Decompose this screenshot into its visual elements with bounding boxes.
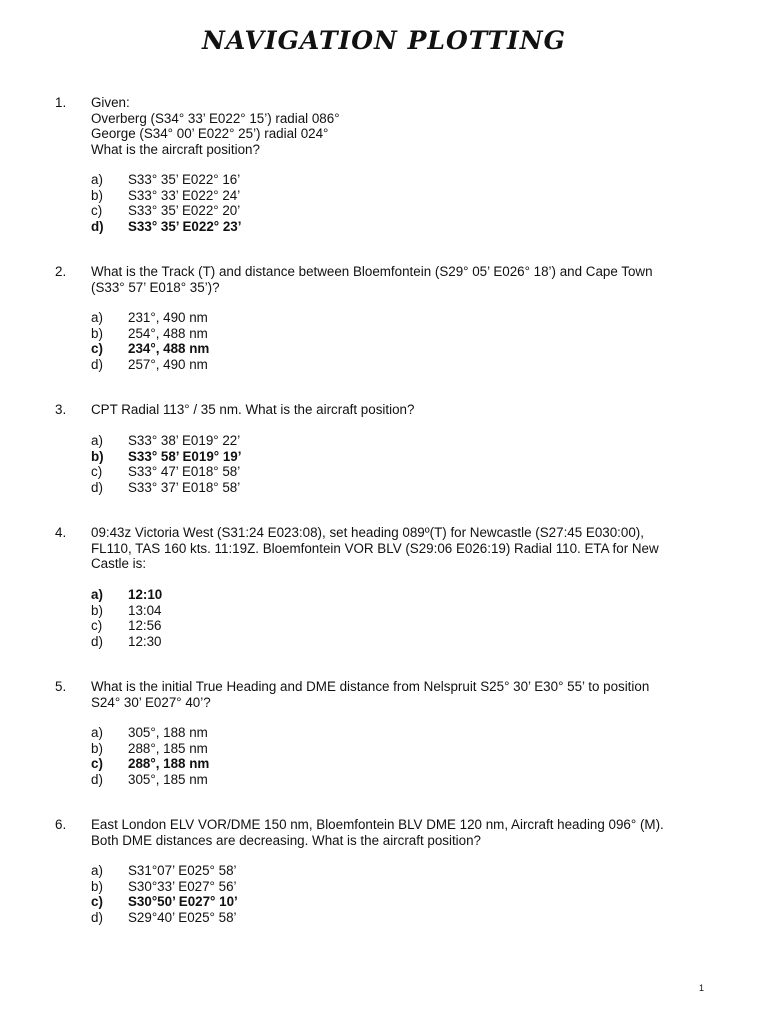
option-letter: d) (91, 633, 103, 649)
question-number: 4. (55, 525, 67, 540)
option-letter: d) (91, 909, 103, 925)
option-c (0, 618, 768, 634)
option-letter: b) (91, 448, 104, 464)
option-text: 231°, 490 nm (128, 310, 208, 325)
option-text: S33° 35’ E022° 23’ (128, 218, 242, 234)
question-line: George (S34° 00’ E022° 25’) radial 024° (91, 126, 329, 141)
question-number: 2. (55, 264, 67, 279)
page-title: NAVIGATION PLOTTING (202, 26, 566, 55)
option-letter: a) (91, 172, 103, 187)
question-line: Given: (91, 95, 130, 110)
option-letter: a) (91, 863, 103, 878)
option-text: S33° 33’ E022° 24’ (128, 187, 241, 203)
option-text: 12:30 (128, 633, 162, 649)
option-text: 13:04 (128, 602, 162, 618)
question-text (91, 95, 711, 157)
question-line: Both DME distances are decreasing. What is the aircraft position? (91, 832, 482, 848)
option-text: 305°, 185 nm (128, 771, 208, 787)
option-letter: c) (91, 756, 103, 771)
question-line: Castle is: (91, 556, 147, 571)
option-a (0, 172, 768, 188)
option-a (0, 725, 768, 741)
option-letter: d) (91, 479, 103, 495)
option-text: S30°50’ E027° 10’ (128, 894, 238, 909)
option-b (0, 603, 768, 619)
option-letter: a) (91, 310, 103, 325)
option-d (0, 480, 768, 496)
option-text: 305°, 188 nm (128, 725, 208, 740)
option-d (0, 634, 768, 650)
option-c (0, 756, 768, 772)
option-text: 254°, 488 nm (128, 325, 208, 341)
option-letter: c) (91, 894, 103, 909)
option-text: S33° 37’ E018° 58’ (128, 479, 241, 495)
question-text (91, 817, 711, 848)
question-number: 5. (55, 679, 67, 694)
question-line: CPT Radial 113° / 35 nm. What is the aircraft position? (91, 402, 415, 417)
option-b (0, 449, 768, 465)
option-text: S33° 35’ E022° 16’ (128, 172, 241, 187)
option-letter: a) (91, 433, 103, 448)
question-number: 6. (55, 817, 67, 832)
question-line: What is the initial True Heading and DME distance from Nelspruit S25° 30’ E30° 55’ to position (91, 679, 650, 694)
option-d (0, 219, 768, 235)
question-line: S24° 30’ E027° 40’? (91, 694, 211, 710)
option-b (0, 879, 768, 895)
option-letter: b) (91, 878, 103, 894)
option-b (0, 741, 768, 757)
option-a (0, 863, 768, 879)
question-line: What is the aircraft position? (91, 141, 260, 157)
question-line: What is the Track (T) and distance between Bloemfontein (S29° 05’ E026° 18’) and Cape Town (91, 264, 653, 279)
option-text: 12:10 (128, 587, 163, 602)
option-letter: d) (91, 218, 104, 234)
option-letter: c) (91, 464, 103, 479)
option-letter: b) (91, 602, 103, 618)
question-line: FL110, TAS 160 kts. 11:19Z. Bloemfontein VOR BLV (S29:06 E026:19) Radial 110. ETA for New (91, 540, 659, 556)
question-number: 1. (55, 95, 67, 110)
option-text: S33° 38’ E019° 22’ (128, 433, 241, 448)
page-number: 1 (698, 983, 704, 993)
question-line: 09:43z Victoria West (S31:24 E023:08), set heading 089º(T) for Newcastle (S27:45 E030:00), (91, 525, 644, 540)
option-letter: c) (91, 341, 103, 356)
question-text (91, 402, 711, 418)
option-text: 257°, 490 nm (128, 356, 208, 372)
option-letter: b) (91, 187, 103, 203)
question-text (91, 264, 711, 295)
option-letter: c) (91, 618, 103, 633)
option-letter: d) (91, 356, 103, 372)
option-a (0, 433, 768, 449)
option-d (0, 910, 768, 926)
question-line: East London ELV VOR/DME 150 nm, Bloemfontein BLV DME 120 nm, Aircraft heading 096° (M). (91, 817, 664, 832)
option-d (0, 357, 768, 373)
option-text: 288°, 188 nm (128, 756, 210, 771)
option-text: S29°40’ E025° 58’ (128, 909, 237, 925)
option-text: S33° 58’ E019° 19’ (128, 448, 242, 464)
option-letter: d) (91, 771, 103, 787)
option-letter: b) (91, 325, 103, 341)
option-c (0, 894, 768, 910)
option-letter: c) (91, 203, 103, 218)
question-text (91, 679, 711, 710)
option-b (0, 326, 768, 342)
option-c (0, 464, 768, 480)
option-c (0, 203, 768, 219)
option-text: S31°07’ E025° 58’ (128, 863, 237, 878)
question-text (91, 525, 711, 572)
option-a (0, 587, 768, 603)
question-line: Overberg (S34° 33’ E022° 15’) radial 086° (91, 110, 340, 126)
question-number: 3. (55, 402, 67, 417)
option-c (0, 341, 768, 357)
option-d (0, 772, 768, 788)
option-text: S33° 35’ E022° 20’ (128, 203, 241, 218)
option-text: 288°, 185 nm (128, 740, 208, 756)
option-text: S30°33’ E027° 56’ (128, 878, 237, 894)
option-letter: a) (91, 725, 103, 740)
option-text: S33° 47’ E018° 58’ (128, 464, 241, 479)
option-text: 12:56 (128, 618, 162, 633)
option-letter: b) (91, 740, 103, 756)
option-letter: a) (91, 587, 103, 602)
option-a (0, 310, 768, 326)
option-b (0, 188, 768, 204)
question-line: (S33° 57’ E018° 35’)? (91, 279, 220, 295)
option-text: 234°, 488 nm (128, 341, 210, 356)
